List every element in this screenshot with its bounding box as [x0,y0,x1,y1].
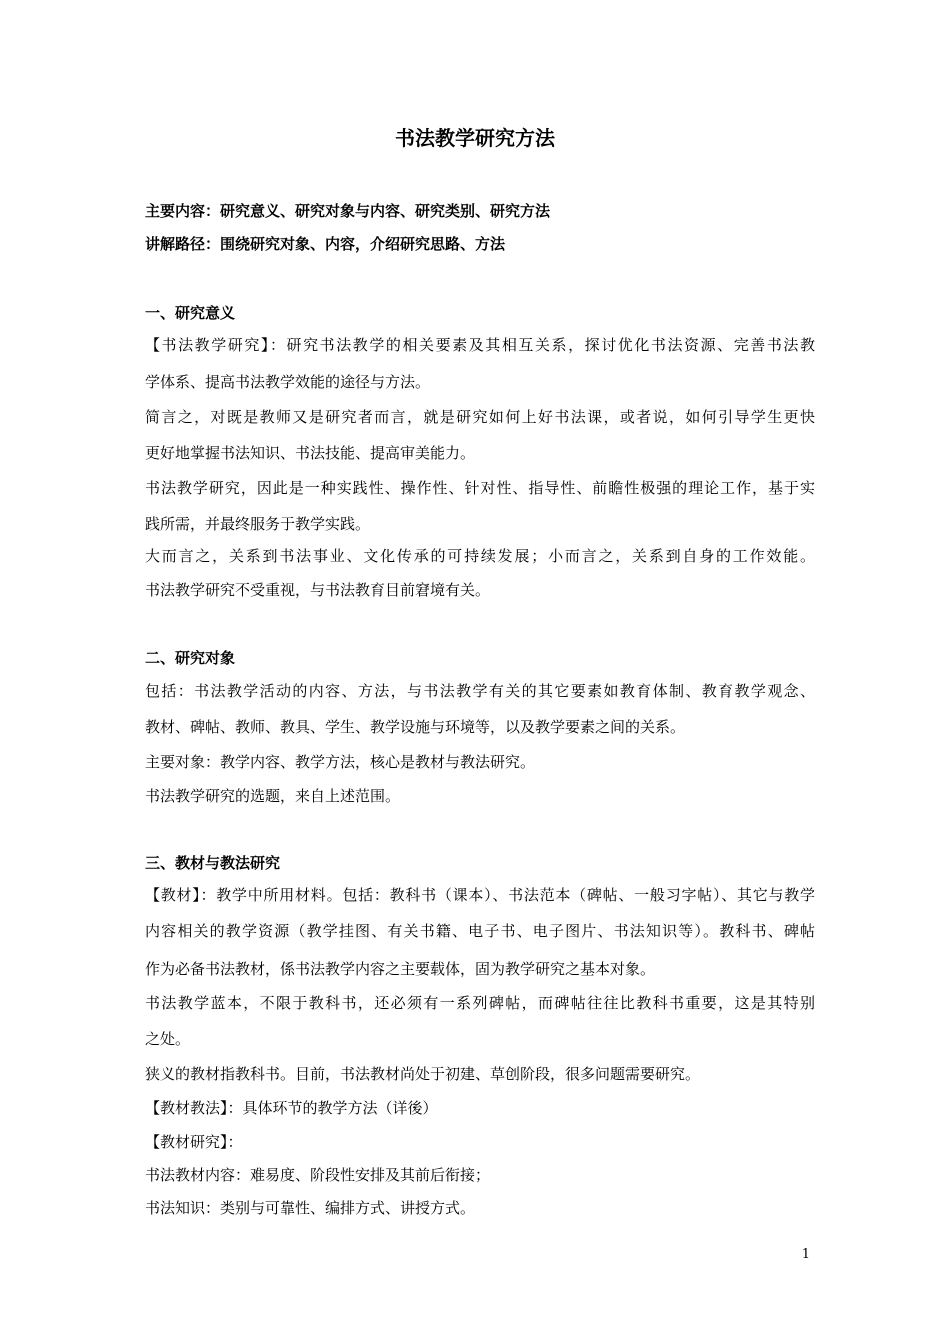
summary-explanation-path: 讲解路径：围绕研究对象、内容，介绍研究思路、方法 [145,235,506,253]
section-heading-significance: 一、研究意义 [145,304,236,322]
paragraph-line: 践所需，并最终服务于教学实践。 [145,515,371,533]
page-number: 1 [801,1247,810,1262]
paragraph-line: 【教材研究】： [145,1133,243,1151]
paragraph-line: 书法教学研究，因此是一种实践性、操作性、针对性、指导性、前瞻性极强的理论工作，基于实 [145,479,815,497]
page-title: 书法教学研究方法 [395,126,555,150]
paragraph-line: 书法教学研究不受重视，与书法教育目前窘境有关。 [145,581,491,599]
paragraph-line: 大而言之，关系到书法事业、文化传承的可持续发展；小而言之，关系到自身的工作效能。 [145,547,815,565]
paragraph-line: 书法知识：类别与可靠性、编排方式、讲授方式。 [145,1199,476,1217]
paragraph-line: 学体系、提高书法教学效能的途径与方法。 [145,373,431,391]
paragraph-line: 作为必备书法教材，係书法教学内容之主要载体，固为教学研究之基本对象。 [145,960,656,978]
paragraph-line: 书法教材内容：难易度、阶段性安排及其前后衔接； [145,1166,491,1184]
paragraph-line: 简言之，对既是教师又是研究者而言，就是研究如何上好书法课，或者说，如何引导学生更快 [145,408,815,426]
paragraph-line: 之处。 [145,1030,191,1048]
paragraph-line: 【教材教法】：具体环节的教学方法（详後） [145,1099,438,1117]
paragraph-line: 书法教学蓝本，不限于教科书，还必须有一系列碑帖，而碑帖往往比教科书重要，这是其特别 [145,994,815,1012]
paragraph-line: 更好地掌握书法知识、书法技能、提高审美能力。 [145,444,476,462]
paragraph-line: 【书法教学研究】：研究书法教学的相关要素及其相互关系，探讨优化书法资源、完善书法教 [145,336,815,354]
section-heading-materials-methods: 三、教材与教法研究 [145,854,281,872]
paragraph-line: 主要对象：教学内容、教学方法，核心是教材与教法研究。 [145,753,536,771]
paragraph-line: 狭义的教材指教科书。目前，书法教材尚处于初建、草创阶段，很多问题需要研究。 [145,1065,701,1083]
paragraph-line: 包括：书法教学活动的内容、方法，与书法教学有关的其它要素如教育体制、教育教学观念、 [145,682,815,700]
paragraph-line: 教材、碑帖、教师、教具、学生、教学设施与环境等，以及教学要素之间的关系。 [145,718,686,736]
paragraph-line: 书法教学研究的选题，来自上述范围。 [145,787,401,805]
paragraph-line: 内容相关的教学资源（教学挂图、有关书籍、电子书、电子图片、书法知识等）。教科书、碑帖 [145,922,815,940]
summary-main-content: 主要内容：研究意义、研究对象与内容、研究类别、研究方法 [145,202,551,220]
paragraph-line: 【教材】：教学中所用材料。包括：教科书（课本）、书法范本（碑帖、一般习字帖）、其它与教学 [145,886,815,904]
section-heading-research-objects: 二、研究对象 [145,649,236,667]
